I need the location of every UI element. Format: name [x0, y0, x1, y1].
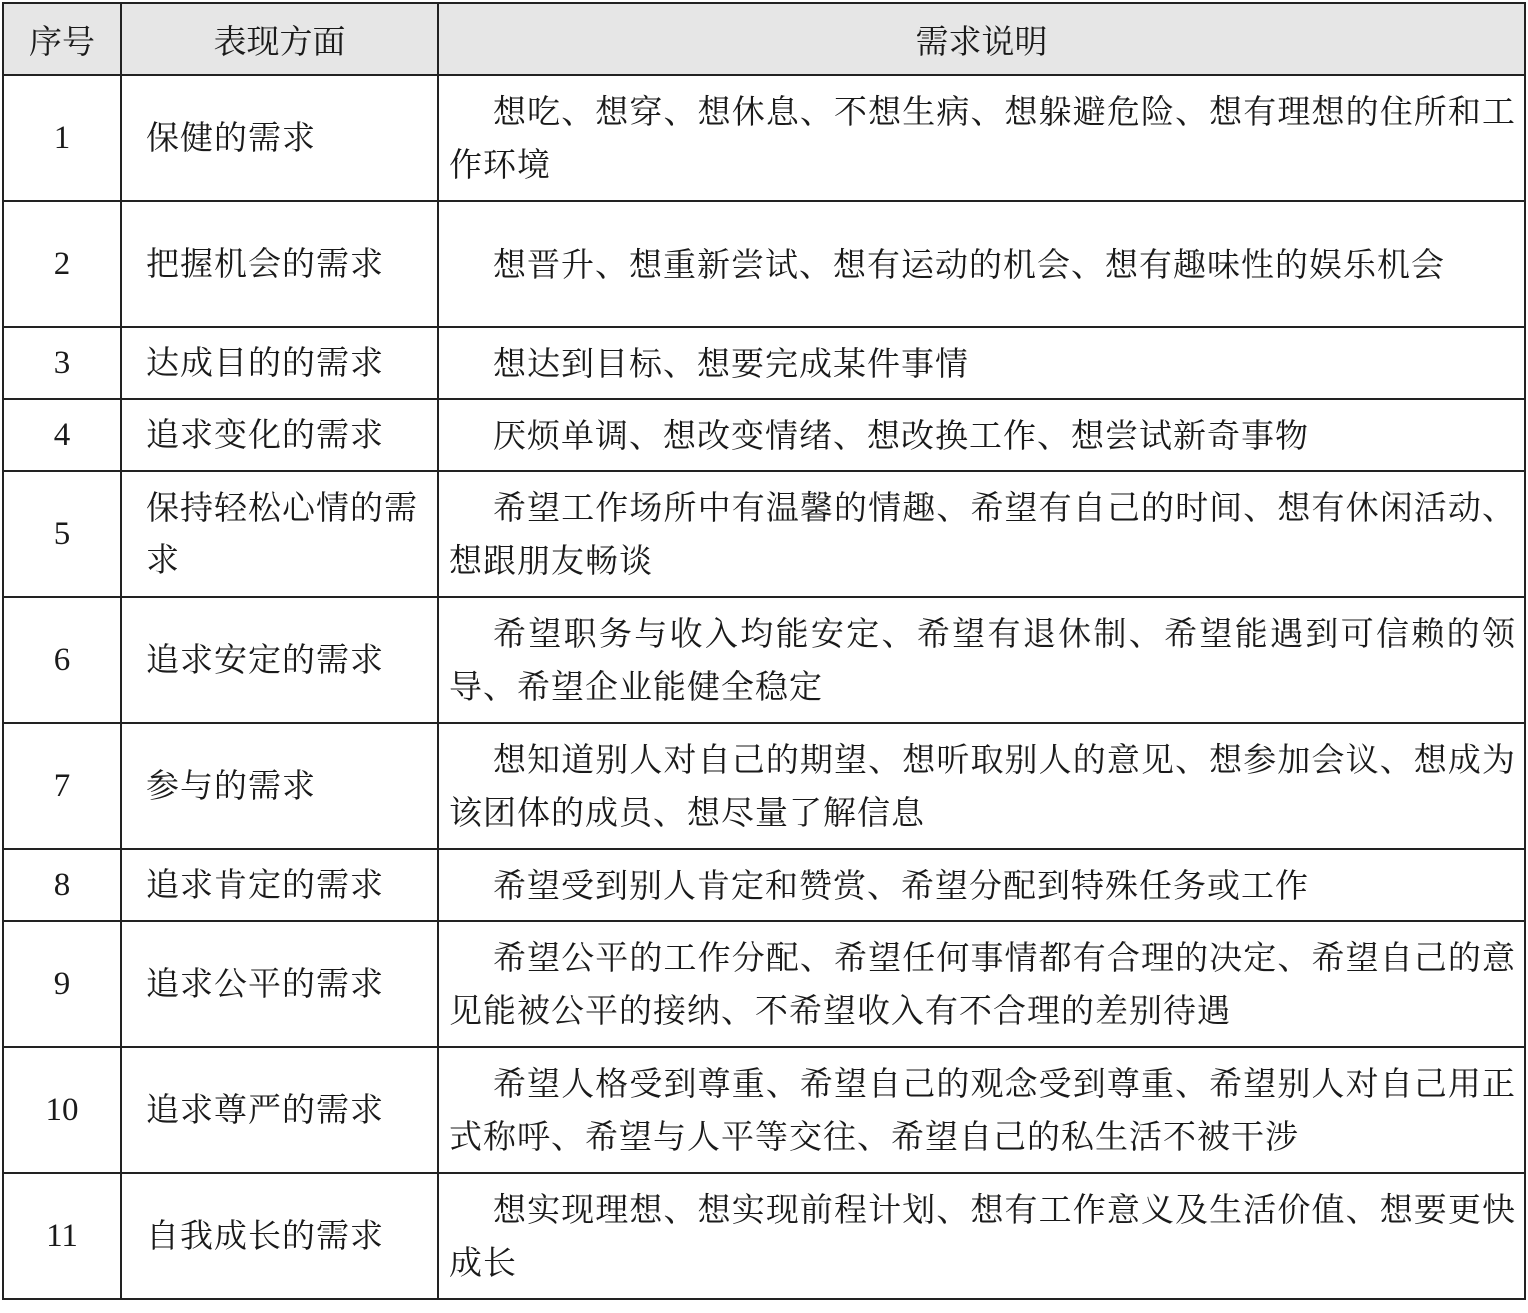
table-row — [3, 723, 1525, 849]
header-index: 序号 — [3, 3, 121, 75]
row-index: 3 — [3, 327, 121, 399]
row-description: 想实现理想、想实现前程计划、想有工作意义及生活价值、想要更快成长 — [438, 1173, 1525, 1299]
row-description: 想晋升、想重新尝试、想有运动的机会、想有趣味性的娱乐机会 — [438, 201, 1525, 327]
row-description: 希望职务与收入均能安定、希望有退休制、希望能遇到可信赖的领导、希望企业能健全稳定 — [438, 597, 1525, 723]
table-row — [3, 1173, 1525, 1299]
row-index: 1 — [3, 75, 121, 201]
row-aspect: 追求变化的需求 — [121, 399, 438, 471]
row-index: 6 — [3, 597, 121, 723]
row-aspect: 追求肯定的需求 — [121, 849, 438, 921]
row-index: 11 — [3, 1173, 121, 1299]
table-row — [3, 849, 1525, 921]
row-index: 10 — [3, 1047, 121, 1173]
row-index: 2 — [3, 201, 121, 327]
row-description: 希望受到别人肯定和赞赏、希望分配到特殊任务或工作 — [438, 849, 1525, 921]
row-aspect: 把握机会的需求 — [121, 201, 438, 327]
row-aspect: 追求尊严的需求 — [121, 1047, 438, 1173]
table-row — [3, 75, 1525, 201]
table-row — [3, 597, 1525, 723]
needs-table-container — [2, 2, 1524, 1300]
table-row — [3, 327, 1525, 399]
header-aspect: 表现方面 — [121, 3, 438, 75]
row-aspect: 参与的需求 — [121, 723, 438, 849]
row-index: 4 — [3, 399, 121, 471]
table-row — [3, 471, 1525, 597]
row-description: 想吃、想穿、想休息、不想生病、想躲避危险、想有理想的住所和工作环境 — [438, 75, 1525, 201]
table-row — [3, 1047, 1525, 1173]
needs-table — [2, 2, 1526, 1300]
row-index: 5 — [3, 471, 121, 597]
table-header-row — [3, 3, 1525, 75]
row-aspect: 保健的需求 — [121, 75, 438, 201]
table-row — [3, 921, 1525, 1047]
row-aspect: 自我成长的需求 — [121, 1173, 438, 1299]
row-index: 9 — [3, 921, 121, 1047]
row-aspect: 保持轻松心情的需求 — [121, 471, 438, 597]
table-row — [3, 399, 1525, 471]
header-description: 需求说明 — [438, 3, 1525, 75]
row-index: 8 — [3, 849, 121, 921]
row-description: 希望公平的工作分配、希望任何事情都有合理的决定、希望自己的意见能被公平的接纳、不希望收入有不合理的差别待遇 — [438, 921, 1525, 1047]
row-description: 希望工作场所中有温馨的情趣、希望有自己的时间、想有休闲活动、想跟朋友畅谈 — [438, 471, 1525, 597]
row-index: 7 — [3, 723, 121, 849]
row-aspect: 追求公平的需求 — [121, 921, 438, 1047]
row-aspect: 追求安定的需求 — [121, 597, 438, 723]
row-description: 想达到目标、想要完成某件事情 — [438, 327, 1525, 399]
row-description: 厌烦单调、想改变情绪、想改换工作、想尝试新奇事物 — [438, 399, 1525, 471]
table-row — [3, 201, 1525, 327]
row-aspect: 达成目的的需求 — [121, 327, 438, 399]
row-description: 希望人格受到尊重、希望自己的观念受到尊重、希望别人对自己用正式称呼、希望与人平等交往、希望自己的私生活不被干涉 — [438, 1047, 1525, 1173]
row-description: 想知道别人对自己的期望、想听取别人的意见、想参加会议、想成为该团体的成员、想尽量了解信息 — [438, 723, 1525, 849]
